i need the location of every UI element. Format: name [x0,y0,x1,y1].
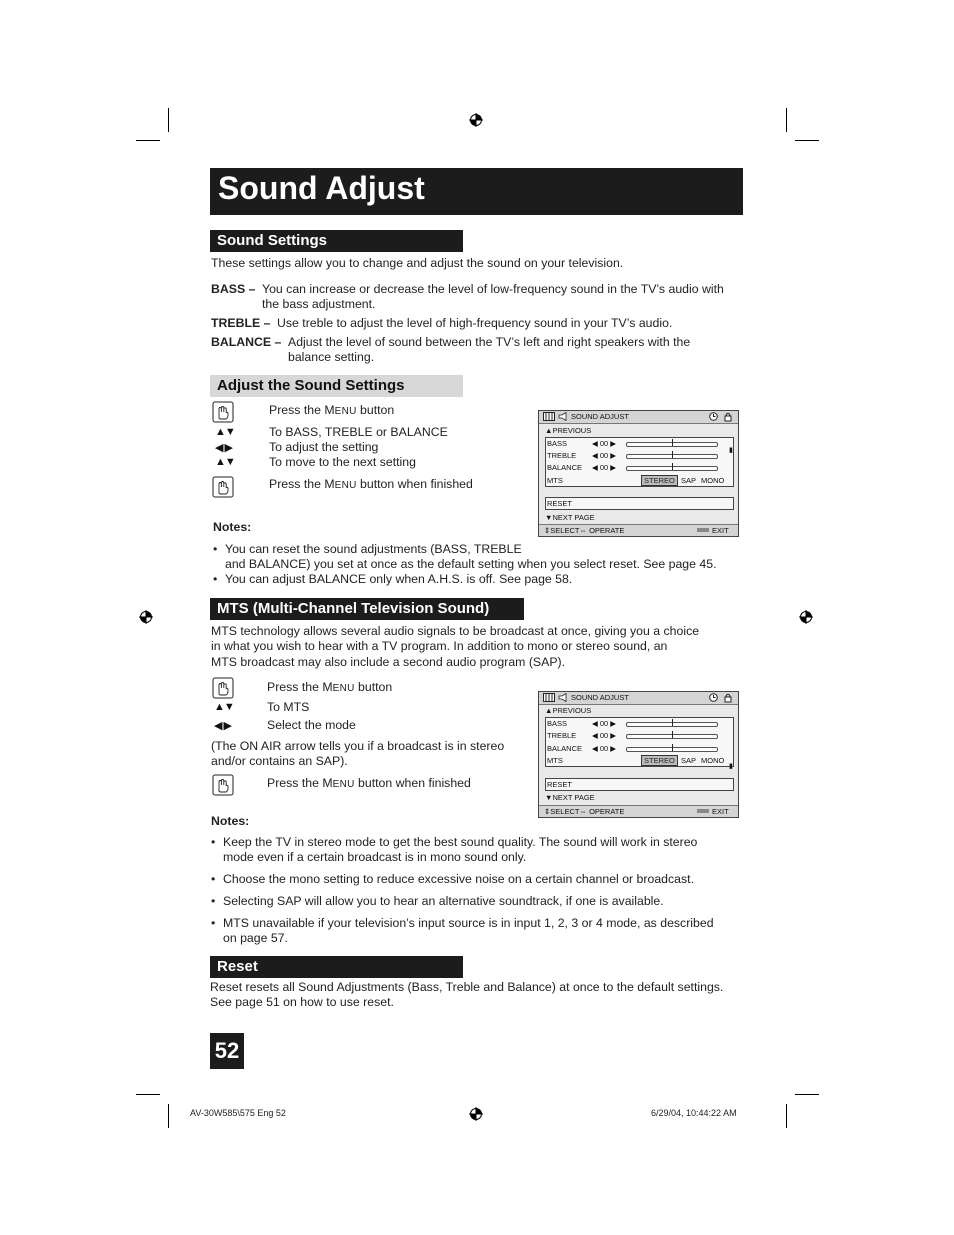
crop-mark [786,1104,787,1128]
tv-icon [543,693,555,702]
section-header-mts [210,598,524,620]
bass-slider-thumb[interactable] [672,719,673,726]
footer-file-info: AV-30W585\575 Eng 52 [190,1108,286,1118]
mts-intro-line3: MTS broadcast may also include a second audio program (SAP). [211,655,566,669]
menu-treble-value: ◀ 00 ▶ [592,731,617,740]
menu-sap-option[interactable]: SAP [681,756,697,765]
mts-intro-line1: MTS technology allows several audio signals to be broadcast at once, giving you a choice [211,624,700,638]
mts-step2: To MTS [267,700,310,714]
sound-adjust-menu-screen [538,410,739,537]
cursor-icon: ▮ [729,763,733,770]
menu-stereo-option[interactable]: STEREO [641,475,678,486]
menu-balance-label[interactable]: BALANCE [547,463,583,472]
menu-bass-label[interactable]: BASS [547,439,568,448]
adjust-note2: You can adjust BALANCE only when A.H.S. is off. See page 58. [225,572,573,586]
menu-balance-value: ◀ 00 ▶ [592,463,617,472]
menu-stereo-option[interactable]: STEREO [641,755,678,766]
adjust-step5: Press the MENU button when finished [269,477,473,491]
balance-text-line1: Adjust the level of sound between the TV’s left and right speakers with the [288,335,691,349]
bass-term: BASS – [211,282,256,296]
speaker-icon [558,412,568,421]
crop-mark [136,140,160,141]
clock-icon [709,412,718,421]
page-number: 52 [210,1033,244,1069]
menu-treble-label[interactable]: TREBLE [547,451,577,460]
section-header-adjust [210,375,463,397]
registration-mark-icon [469,1107,483,1121]
mts-note1-line1: Keep the TV in stereo mode to get the best sound quality. The sound will work in stereo [223,835,698,849]
menu-select-hint: ⇕SELECT⇔ OPERATE [544,807,625,816]
menu-footer [539,805,738,817]
bass-slider-thumb[interactable] [672,439,673,446]
balance-text-line2: balance setting. [288,350,375,364]
page-title: Sound Adjust [218,170,425,206]
adjust-step3: To adjust the setting [269,440,379,454]
mts-step1: Press the MENU button [267,680,393,694]
menu-mono-option[interactable]: MONO [701,476,725,485]
menu-reset-box[interactable] [545,497,734,510]
sound-settings-intro: These settings allow you to change and adjust the sound on your television. [211,256,624,270]
menu-mono-option[interactable]: MONO [701,756,725,765]
bullet: • [211,916,216,930]
section-heading: MTS (Multi-Channel Television Sound) [217,600,490,617]
up-down-arrows-icon: ▲▼ [215,456,235,468]
bass-text-line2: the bass adjustment. [262,297,376,311]
menu-balance-value: ◀ 00 ▶ [592,744,617,753]
bullet: • [211,835,216,849]
bullet: • [213,542,218,556]
menu-mts-label[interactable]: MTS [547,476,563,485]
adjust-step2: To BASS, TREBLE or BALANCE [269,425,448,439]
crop-mark [795,140,819,141]
cursor-icon: ▮ [729,447,733,454]
mts-note3: Selecting SAP will allow you to hear an alternative soundtrack, if one is available. [223,894,664,908]
balance-slider-thumb[interactable] [672,463,673,470]
adjust-notes-label: Notes: [213,520,252,534]
up-down-arrows-icon: ▲▼ [215,426,235,438]
menu-balance-label[interactable]: BALANCE [547,744,583,753]
mts-notes-label: Notes: [211,814,250,828]
remote-hand-icon [212,401,234,423]
lock-icon [724,693,732,703]
mts-onair-line2: and/or contains an SAP). [211,754,348,768]
remote-hand-icon [212,774,234,796]
balance-term: BALANCE – [211,335,282,349]
page-title-bar [210,168,743,215]
section-heading: Adjust the Sound Settings [217,377,405,394]
menu-exit[interactable]: EXIT [712,807,729,816]
speaker-icon [558,693,568,702]
menu-footer [539,524,738,536]
sound-adjust-menu-screen-mts [538,691,739,818]
treble-slider-thumb[interactable] [672,731,673,738]
menu-reset[interactable]: RESET [547,780,573,789]
mts-note4-line2: on page 57. [223,931,288,945]
treble-slider-thumb[interactable] [672,451,673,458]
remote-hand-icon [212,476,234,498]
remote-hand-icon [212,677,234,699]
menu-previous[interactable]: ▲PREVIOUS [545,426,592,435]
registration-mark-icon [799,610,813,624]
menu-sap-option[interactable]: SAP [681,476,697,485]
tv-icon [543,412,555,421]
adjust-note1-line1: You can reset the sound adjustments (BASS, TREBLE [225,542,522,556]
adjust-step1: Press the MENU button [269,403,395,417]
crop-mark [786,108,787,132]
menu-previous[interactable]: ▲PREVIOUS [545,706,592,715]
section-header-reset [210,956,463,978]
section-header-sound-settings [210,230,463,252]
menu-next-page[interactable]: ▼NEXT PAGE [545,513,595,522]
registration-mark-icon [139,610,153,624]
up-down-arrows-icon: ▲▼ [214,701,234,713]
menu-bass-label[interactable]: BASS [547,719,568,728]
mts-note1-line2: mode even if a certain broadcast is in mono sound only. [223,850,527,864]
menu-bass-value: ◀ 00 ▶ [592,439,617,448]
balance-slider-thumb[interactable] [672,744,673,751]
bullet: • [211,872,216,886]
left-right-arrows-icon: ◀ ▶ [214,720,231,732]
crop-mark [168,108,169,132]
treble-term: TREBLE – [211,316,271,330]
menu-reset-box[interactable] [545,778,734,791]
menu-reset[interactable]: RESET [547,499,573,508]
menu-header [539,692,738,705]
treble-text: Use treble to adjust the level of high-frequency sound in your TV’s audio. [277,316,673,330]
bullet: • [213,572,218,586]
menu-title: SOUND ADJUST [571,412,629,421]
mts-step3: Select the mode [267,718,356,732]
crop-mark [168,1104,169,1128]
crop-mark [795,1094,819,1095]
bullet: • [211,894,216,908]
menu-title: SOUND ADJUST [571,693,629,702]
mts-onair-line1: (The ON AIR arrow tells you if a broadcast is in stereo [211,739,505,753]
reset-line1: Reset resets all Sound Adjustments (Bass, Treble and Balance) at once to the default settings. [210,980,724,994]
bass-text-line1: You can increase or decrease the level of low-frequency sound in the TV’s audio with [262,282,724,296]
menu-key-icon [697,809,709,813]
clock-icon [709,693,718,702]
menu-treble-label[interactable]: TREBLE [547,731,577,740]
reset-line2: See page 51 on how to use reset. [210,995,394,1009]
footer-timestamp: 6/29/04, 10:44:22 AM [651,1108,737,1118]
crop-mark [136,1094,160,1095]
menu-header [539,411,738,424]
mts-note4-line1: MTS unavailable if your television’s input source is in input 1, 2, 3 or 4 mode, as described [223,916,714,930]
menu-bass-value: ◀ 00 ▶ [592,719,617,728]
adjust-step4: To move to the next setting [269,455,416,469]
section-heading: Sound Settings [217,232,327,249]
lock-icon [724,412,732,422]
adjust-note1-line2: and BALANCE) you set at once as the default setting when you select reset. See page 45. [225,557,717,571]
menu-next-page[interactable]: ▼NEXT PAGE [545,793,595,802]
section-heading: Reset [217,958,258,975]
mts-note2: Choose the mono setting to reduce excessive noise on a certain channel or broadcast. [223,872,694,886]
left-right-arrows-icon: ◀ ▶ [215,442,232,454]
registration-mark-icon [469,113,483,127]
mts-intro-line2: in what you wish to hear with a TV program. In addition to mono or stereo sound, an [211,639,668,653]
menu-treble-value: ◀ 00 ▶ [592,451,617,460]
menu-select-hint: ⇕SELECT⇔ OPERATE [544,526,625,535]
menu-mts-label[interactable]: MTS [547,756,563,765]
menu-key-icon [697,528,709,532]
menu-exit[interactable]: EXIT [712,526,729,535]
mts-step4: Press the MENU button when finished [267,776,471,790]
